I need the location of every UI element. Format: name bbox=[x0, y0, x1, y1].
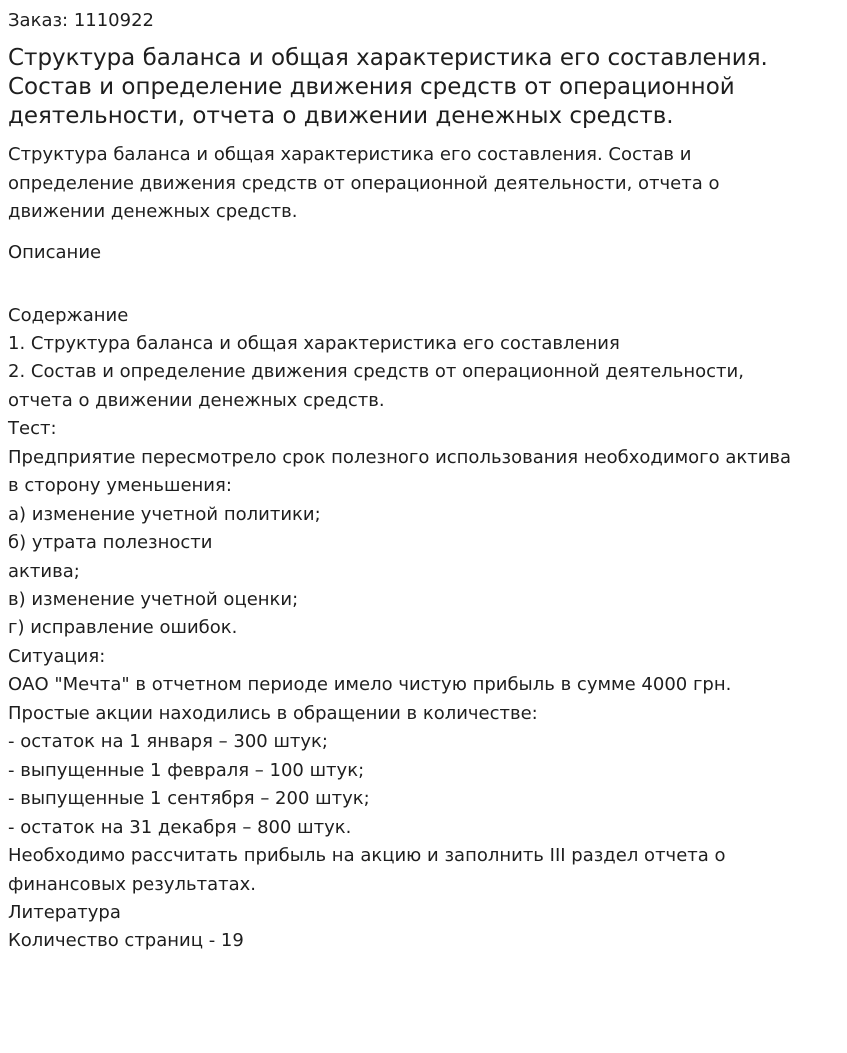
test-option: актива; bbox=[8, 560, 80, 582]
lead-line: определение движения средств от операционной деятельности, отчета о bbox=[8, 172, 720, 194]
situation-heading: Ситуация: bbox=[8, 645, 106, 667]
order-number: Заказ: 1110922 bbox=[8, 10, 154, 31]
situation-item: - выпущенные 1 сентября – 200 штук; bbox=[8, 788, 370, 810]
test-heading: Тест: bbox=[8, 418, 57, 440]
lead-line: Структура баланса и общая характеристика его составления. Состав и bbox=[8, 144, 692, 165]
situation-task: Необходимо рассчитать прибыль на акцию и заполнить III раздел отчета о bbox=[8, 845, 726, 867]
situation-text: Простые акции находились в обращении в количестве: bbox=[8, 702, 538, 724]
page-count: Количество страниц - 19 bbox=[8, 930, 244, 952]
situation-item: - остаток на 31 декабря – 800 штук. bbox=[8, 816, 352, 838]
test-option: а) изменение учетной политики; bbox=[8, 503, 321, 525]
title-line: Структура баланса и общая характеристика его составления. bbox=[8, 45, 768, 71]
situation-item: - выпущенные 1 февраля – 100 штук; bbox=[8, 759, 365, 781]
content-item: 1. Структура баланса и общая характеристика его составления bbox=[8, 332, 620, 354]
content-item: отчета о движении денежных средств. bbox=[8, 389, 385, 411]
description-body bbox=[8, 302, 839, 956]
content-heading: Содержание bbox=[8, 304, 129, 326]
lead-line: движении денежных средств. bbox=[8, 201, 298, 222]
situation-item: - остаток на 1 января – 300 штук; bbox=[8, 731, 328, 753]
title-line: Состав и определение движения средств от операционной bbox=[8, 74, 735, 100]
content-item: 2. Состав и определение движения средств от операционной деятельности, bbox=[8, 361, 744, 383]
literature-heading: Литература bbox=[8, 902, 121, 924]
title-line: деятельности, отчета о движении денежных средств. bbox=[8, 103, 674, 129]
test-option: г) исправление ошибок. bbox=[8, 617, 238, 639]
lead-paragraph bbox=[8, 141, 839, 227]
test-question: в сторону уменьшения: bbox=[8, 475, 232, 497]
test-option: б) утрата полезности bbox=[8, 532, 213, 554]
test-question: Предприятие пересмотрело срок полезного использования необходимого актива bbox=[8, 446, 792, 468]
description-heading: Описание bbox=[8, 241, 102, 263]
situation-text: ОАО "Мечта" в отчетном периоде имело чистую прибыль в сумме 4000 грн. bbox=[8, 674, 732, 696]
situation-task: финансовых результатах. bbox=[8, 873, 257, 895]
test-option: в) изменение учетной оценки; bbox=[8, 589, 299, 611]
page-title bbox=[8, 44, 839, 131]
